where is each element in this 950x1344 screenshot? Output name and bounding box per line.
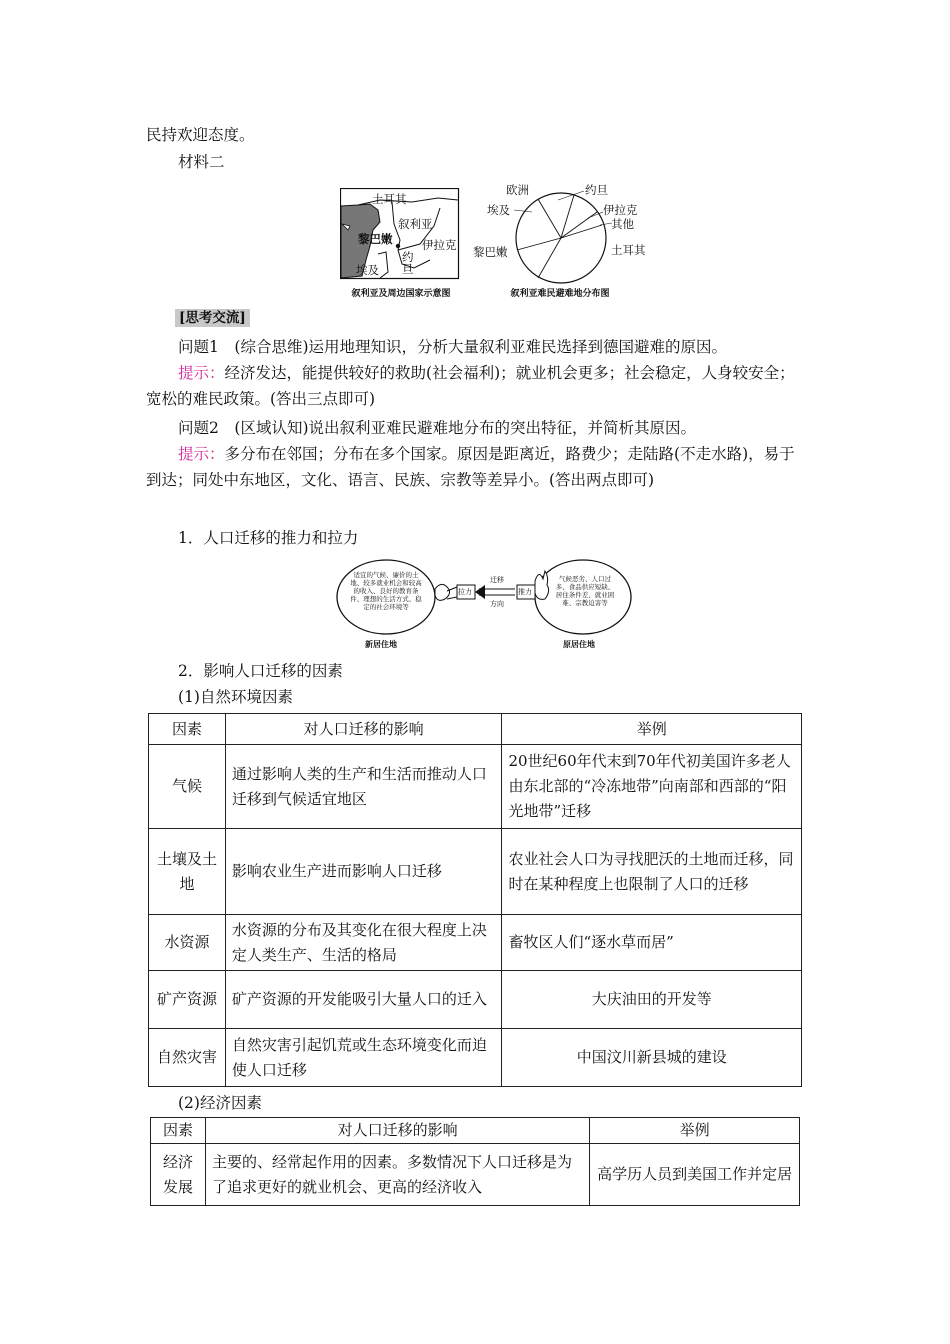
new-place-factors: 适宜的气候、廉价的土地、较多就业机会和较高的收入、良好的教育条件、理想的生活方式、稳定的社会环境等 [350, 571, 422, 611]
question-2-label: 问题2 [178, 419, 219, 437]
syria-map-figure [340, 188, 462, 300]
table-row [149, 915, 802, 971]
row-effect: 通过影响人类的生产和生活而推动人口迁移到气候适宜地区 [225, 745, 502, 829]
table-row [149, 971, 802, 1029]
answer-2-text: 多分布在邻国；分布在多个国家。原因是距离近，路费少；走陆路(不走水路)，易于到达；同处中东地区，文化、语言、民族、宗教等差异小。(答出两点即可) [146, 445, 795, 489]
table-row [149, 745, 802, 829]
answer-1-text: 经济发达，能提供较好的救助(社会福利)；就业机会更多；社会稳定，人身较安全；宽松的难民政策。(答出三点即可) [146, 364, 795, 408]
map-label-egypt: 埃及 [356, 263, 379, 277]
row-factor: 矿产资源 [149, 971, 226, 1029]
discussion-tag-label: 思考交流 [185, 310, 240, 326]
pie-label-jordan: 约旦 [585, 183, 608, 197]
row-effect: 影响农业生产进而影响人口迁移 [225, 829, 502, 915]
economic-factors-table [150, 1117, 800, 1206]
row-example: 中国汶川新县城的建设 [502, 1029, 802, 1087]
row-example: 20世纪60年代末到70年代初美国许多老人由东北部的“冷冻地带”向南部和西部的“阳光地带”迁移 [502, 745, 802, 829]
natural-factors-table [148, 713, 802, 1087]
row-example: 高学历人员到美国工作并定居 [590, 1144, 800, 1206]
refugee-pie-figure [470, 182, 650, 300]
header-factor: 因素 [151, 1118, 206, 1144]
question-1-text: (综合思维)运用地理知识，分析大量叙利亚难民选择到德国避难的原因。 [234, 338, 727, 356]
row-effect: 主要的、经常起作用的因素。多数情况下人口迁移是为了追求更好的就业机会、更高的经济收入 [205, 1144, 589, 1206]
map-label-jordan: 约旦 [402, 250, 414, 276]
old-place-factors: 气候恶劣、人口过多、食品供应短缺、居住条件差、就业困难、宗教迫害等 [555, 575, 615, 607]
answer-1 [146, 360, 806, 412]
map-label-iraq: 伊拉克 [422, 238, 457, 252]
table-header-row [149, 714, 802, 745]
question-1 [146, 334, 806, 360]
question-2-text: (区域认知)说出叙利亚难民避难地分布的突出特征，并简析其原因。 [234, 419, 696, 437]
pie-label-iraq: 伊拉克 [603, 203, 638, 217]
header-factor: 因素 [149, 714, 226, 745]
pie-label-europe: 欧洲 [506, 183, 529, 197]
subsection-economic: (2)经济因素 [178, 1094, 262, 1112]
row-effect: 矿产资源的开发能吸引大量人口的迁入 [225, 971, 502, 1029]
row-effect: 水资源的分布及其变化在很大程度上决定人类生产、生活的格局 [225, 915, 502, 971]
row-example: 大庆油田的开发等 [502, 971, 802, 1029]
answer-1-hint: 提示： [178, 364, 225, 382]
map-label-syria: 叙利亚 [398, 217, 433, 231]
header-effect: 对人口迁移的影响 [225, 714, 502, 745]
row-effect: 自然灾害引起饥荒或生态环境变化而迫使人口迁移 [225, 1029, 502, 1087]
discussion-tag: [思考交流] [175, 309, 250, 327]
header-example: 举例 [590, 1118, 800, 1144]
arrow-label-bottom: 方向 [490, 600, 504, 608]
header-example: 举例 [502, 714, 802, 745]
answer-2-hint: 提示： [178, 445, 225, 463]
map-label-turkey: 土耳其 [372, 192, 407, 206]
subsection-natural: (1)自然环境因素 [178, 688, 293, 706]
arrow-label-top: 迁移 [490, 576, 504, 584]
push-pull-diagram [335, 559, 635, 653]
question-1-label: 问题1 [178, 338, 219, 356]
pie-caption: 叙利亚难民避难地分布图 [510, 289, 610, 299]
section-2-heading: 2．影响人口迁移的因素 [178, 662, 343, 680]
map-label-lebanon: 黎巴嫩 [358, 232, 393, 246]
header-effect: 对人口迁移的影响 [205, 1118, 589, 1144]
row-example: 畜牧区人们“逐水草而居” [502, 915, 802, 971]
row-factor: 水资源 [149, 915, 226, 971]
question-2 [146, 415, 806, 441]
table-row [149, 829, 802, 915]
row-factor: 土壤及土地 [149, 829, 226, 915]
section-1-heading: 1．人口迁移的推力和拉力 [178, 529, 359, 547]
intro-text: 民持欢迎态度。 [146, 126, 255, 144]
pie-label-egypt: 埃及 [487, 203, 510, 217]
table-row [149, 1029, 802, 1087]
row-example: 农业社会人口为寻找肥沃的土地而迁移，同时在某种程度上也限制了人口的迁移 [502, 829, 802, 915]
old-place-label: 原居住地 [563, 640, 595, 649]
pie-label-turkey: 土耳其 [611, 243, 646, 257]
map-caption: 叙利亚及周边国家示意图 [351, 289, 451, 299]
push-label: 推力 [518, 588, 532, 596]
pie-label-other: 其他 [611, 217, 634, 231]
row-factor: 气候 [149, 745, 226, 829]
row-factor: 自然灾害 [149, 1029, 226, 1087]
answer-2 [146, 441, 806, 493]
table-row [151, 1144, 800, 1206]
material-title: 材料二 [178, 153, 225, 171]
pull-label: 拉力 [458, 588, 472, 596]
pie-label-lebanon: 黎巴嫩 [473, 245, 508, 259]
row-factor: 经济发展 [151, 1144, 206, 1206]
pie-drawing [470, 182, 650, 300]
table-header-row [151, 1118, 800, 1144]
new-place-label: 新居住地 [365, 640, 397, 649]
